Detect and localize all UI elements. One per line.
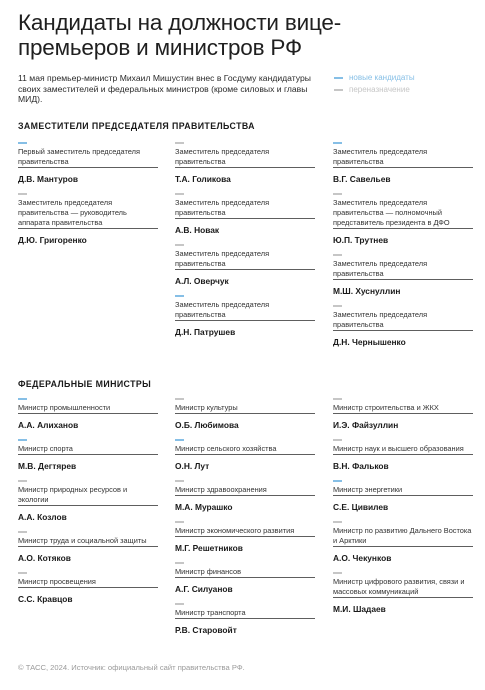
official-card bbox=[333, 193, 473, 246]
official-name: А.О. Котяков bbox=[18, 553, 71, 563]
official-card bbox=[18, 398, 158, 431]
position-entry bbox=[175, 295, 315, 321]
reappointed-marker bbox=[175, 603, 184, 605]
official-name: М.И. Шадаев bbox=[333, 604, 386, 614]
position-entry bbox=[18, 572, 158, 588]
position-entry bbox=[333, 521, 473, 547]
position-title: Министр энергетики bbox=[333, 485, 403, 494]
position-entry bbox=[333, 480, 473, 496]
position-entry bbox=[18, 480, 158, 506]
position-entry bbox=[175, 562, 315, 578]
official-name: А.А. Алиханов bbox=[18, 420, 79, 430]
official-card bbox=[175, 142, 315, 185]
new-candidate-marker bbox=[18, 439, 27, 441]
official-name: О.Н. Лут bbox=[175, 461, 210, 471]
new-candidate-marker bbox=[175, 439, 184, 441]
position-entry bbox=[18, 531, 158, 547]
position-entry bbox=[175, 244, 315, 270]
reappointed-marker bbox=[175, 244, 184, 246]
reappointed-marker bbox=[333, 254, 342, 256]
new-candidate-marker bbox=[18, 142, 27, 144]
position-title: Министр наук и высшего образования bbox=[333, 444, 464, 453]
official-name: М.А. Мурашко bbox=[175, 502, 233, 512]
official-name: А.А. Козлов bbox=[18, 512, 67, 522]
official-name: О.Б. Любимова bbox=[175, 420, 239, 430]
position-title: Министр транспорта bbox=[175, 608, 246, 617]
reappointed-marker bbox=[175, 193, 184, 195]
position-title: Министр спорта bbox=[18, 444, 73, 453]
position-title: Заместитель председателя правительства bbox=[333, 259, 428, 278]
new-candidate-marker bbox=[333, 142, 342, 144]
position-title: Министр по развитию Дальнего Востока и Арктики bbox=[333, 526, 472, 545]
official-name: А.Л. Оверчук bbox=[175, 276, 229, 286]
position-title: Министр экономического развития bbox=[175, 526, 295, 535]
position-entry bbox=[333, 254, 473, 280]
reappointed-marker bbox=[175, 521, 184, 523]
position-entry bbox=[175, 603, 315, 619]
official-name: А.В. Новак bbox=[175, 225, 220, 235]
position-entry bbox=[18, 398, 158, 414]
official-name: Р.В. Старовойт bbox=[175, 625, 237, 635]
position-entry bbox=[333, 142, 473, 168]
legend-swatch-reappointed bbox=[334, 89, 343, 91]
new-candidate-marker bbox=[18, 398, 27, 400]
official-name: Д.Ю. Григоренко bbox=[18, 235, 87, 245]
official-name: С.С. Кравцов bbox=[18, 594, 73, 604]
ministers-column-2 bbox=[175, 398, 315, 636]
position-title: Министр финансов bbox=[175, 567, 242, 576]
position-title: Заместитель председателя правительства bbox=[175, 300, 270, 319]
position-entry bbox=[333, 439, 473, 455]
position-entry bbox=[333, 572, 473, 598]
reappointed-marker bbox=[333, 305, 342, 307]
reappointed-marker bbox=[18, 193, 27, 195]
deputies-column-2 bbox=[175, 142, 315, 338]
position-title: Министр природных ресурсов и экологии bbox=[18, 485, 128, 504]
official-card bbox=[333, 572, 473, 615]
official-card bbox=[175, 398, 315, 431]
official-card bbox=[18, 480, 158, 523]
reappointed-marker bbox=[18, 531, 27, 533]
reappointed-marker bbox=[333, 521, 342, 523]
official-name: И.Э. Файзуллин bbox=[333, 420, 399, 430]
official-name: В.Н. Фальков bbox=[333, 461, 389, 471]
position-entry bbox=[175, 521, 315, 537]
official-card bbox=[175, 603, 315, 636]
reappointed-marker bbox=[175, 142, 184, 144]
position-title: Министр промышленности bbox=[18, 403, 111, 412]
official-name: М.В. Дегтярев bbox=[18, 461, 77, 471]
official-card bbox=[175, 480, 315, 513]
reappointed-marker bbox=[333, 398, 342, 400]
official-card bbox=[175, 295, 315, 338]
position-entry bbox=[333, 193, 473, 229]
official-card bbox=[18, 439, 158, 472]
official-name: Т.А. Голикова bbox=[175, 174, 231, 184]
reappointed-marker bbox=[18, 572, 27, 574]
reappointed-marker bbox=[333, 572, 342, 574]
position-entry bbox=[333, 398, 473, 414]
ministers-column-1 bbox=[18, 398, 158, 605]
official-card bbox=[175, 521, 315, 554]
reappointed-marker bbox=[18, 480, 27, 482]
official-card bbox=[18, 142, 158, 185]
position-title: Заместитель председателя правительства bbox=[175, 147, 270, 166]
deputies-section-title: ЗАМЕСТИТЕЛИ ПРЕДСЕДАТЕЛЯ ПРАВИТЕЛЬСТВА bbox=[18, 121, 255, 131]
reappointed-marker bbox=[175, 480, 184, 482]
position-title: Министр просвещения bbox=[18, 577, 96, 586]
official-card bbox=[333, 439, 473, 472]
official-card bbox=[18, 193, 158, 246]
position-title: Заместитель председателя правительства bbox=[333, 310, 428, 329]
position-entry bbox=[333, 305, 473, 331]
position-entry bbox=[18, 142, 158, 168]
official-name: Ю.П. Трутнев bbox=[333, 235, 389, 245]
reappointed-marker bbox=[333, 439, 342, 441]
official-card bbox=[175, 193, 315, 236]
position-title: Заместитель председателя правительства bbox=[175, 198, 270, 217]
page-title: Кандидаты на должности вице-премьеров и министров РФ bbox=[18, 10, 342, 60]
position-entry bbox=[18, 193, 158, 229]
legend-label-reappointed: переназначение bbox=[349, 85, 410, 94]
deputies-column-1 bbox=[18, 142, 158, 246]
position-title: Министр цифрового развития, связи и массовых коммуникаций bbox=[333, 577, 465, 596]
official-card bbox=[333, 521, 473, 564]
ministers-column-3 bbox=[333, 398, 473, 615]
official-card bbox=[18, 531, 158, 564]
new-candidate-marker bbox=[333, 480, 342, 482]
position-title: Заместитель председателя правительства bbox=[333, 147, 428, 166]
official-name: Д.Н. Чернышенко bbox=[333, 337, 406, 347]
position-title: Министр здравоохранения bbox=[175, 485, 267, 494]
position-entry bbox=[175, 398, 315, 414]
official-name: С.Е. Цивилев bbox=[333, 502, 389, 512]
official-card bbox=[333, 305, 473, 348]
position-entry bbox=[18, 439, 158, 455]
reappointed-marker bbox=[175, 562, 184, 564]
position-entry bbox=[175, 142, 315, 168]
position-title: Заместитель председателя правительства bbox=[175, 249, 270, 268]
legend-label-new: новые кандидаты bbox=[349, 73, 415, 82]
new-candidate-marker bbox=[175, 295, 184, 297]
position-title: Министр культуры bbox=[175, 403, 238, 412]
position-title: Министр труда и социальной защиты bbox=[18, 536, 147, 545]
official-card bbox=[175, 244, 315, 287]
position-title: Первый заместитель председателя правительства bbox=[18, 147, 140, 166]
official-card bbox=[333, 398, 473, 431]
position-title: Министр сельского хозяйства bbox=[175, 444, 277, 453]
official-name: А.О. Чекунков bbox=[333, 553, 392, 563]
position-title: Заместитель председателя правительства — руководитель аппарата правительства bbox=[18, 198, 127, 227]
official-name: Д.В. Мантуров bbox=[18, 174, 79, 184]
position-title: Министр строительства и ЖКХ bbox=[333, 403, 439, 412]
legend-swatch-new bbox=[334, 77, 343, 79]
official-card bbox=[175, 562, 315, 595]
official-card bbox=[333, 254, 473, 297]
lead-paragraph: 11 мая премьер-министр Михаил Мишустин внес в Госдуму кандидатуры своих заместителей и федеральных министров (кроме силовых и главы МИД). bbox=[18, 73, 311, 104]
reappointed-marker bbox=[333, 193, 342, 195]
official-card bbox=[333, 142, 473, 185]
ministers-section-title: ФЕДЕРАЛЬНЫЕ МИНИСТРЫ bbox=[18, 379, 152, 389]
position-title: Заместитель председателя правительства — полномочный представитель президента в ДФО bbox=[333, 198, 450, 227]
official-name: Д.Н. Патрушев bbox=[175, 327, 236, 337]
source-credit: © ТАСС, 2024. Источник: официальный сайт правительства РФ. bbox=[18, 663, 245, 672]
official-name: М.Ш. Хуснуллин bbox=[333, 286, 401, 296]
official-card bbox=[175, 439, 315, 472]
deputies-column-3 bbox=[333, 142, 473, 348]
official-name: М.Г. Решетников bbox=[175, 543, 243, 553]
official-name: А.Г. Силуанов bbox=[175, 584, 233, 594]
position-entry bbox=[175, 439, 315, 455]
official-name: В.Г. Савельев bbox=[333, 174, 391, 184]
official-card bbox=[18, 572, 158, 605]
reappointed-marker bbox=[175, 398, 184, 400]
position-entry bbox=[175, 193, 315, 219]
position-entry bbox=[175, 480, 315, 496]
official-card bbox=[333, 480, 473, 513]
